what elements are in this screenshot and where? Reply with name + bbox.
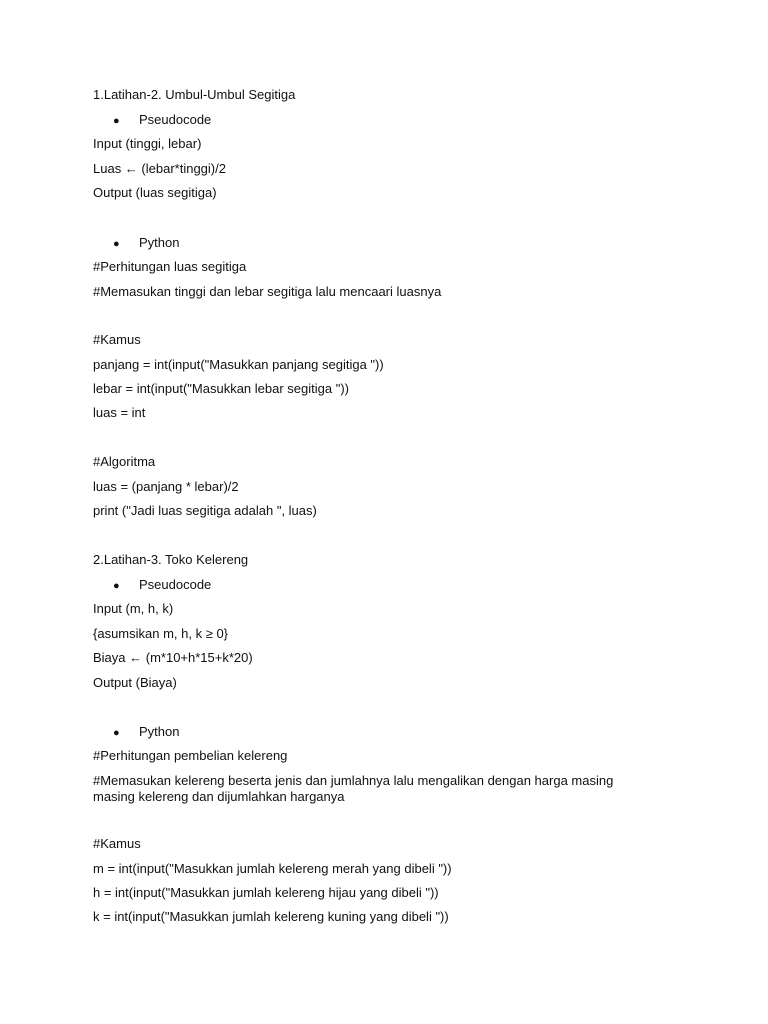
code-line: m = int(input("Masukkan jumlah kelereng merah yang dibeli "))	[93, 861, 452, 876]
kamus-heading: #Kamus	[93, 332, 141, 347]
section-2-title: 2.Latihan-3. Toko Kelereng	[93, 552, 249, 567]
code-line: h = int(input("Masukkan jumlah kelereng hijau yang dibeli "))	[93, 885, 439, 900]
bullet-pseudocode-2	[113, 577, 211, 594]
bullet-python-1	[113, 235, 179, 252]
pseudo-line: Input (m, h, k)	[93, 601, 174, 616]
algoritma-heading: #Algoritma	[93, 454, 156, 469]
pseudo-line: Luas ← (lebar*tinggi)/2	[93, 161, 226, 176]
bullet-label: Pseudocode	[139, 112, 212, 127]
pseudo-line: Output (Biaya)	[93, 675, 177, 690]
bullet-pseudocode-1	[113, 112, 211, 129]
bullet-dot-icon: ●	[113, 115, 120, 127]
code-comment: #Memasukan tinggi dan lebar segitiga lalu mencaari luasnya	[93, 284, 442, 299]
pseudo-line: {asumsikan m, h, k ≥ 0}	[93, 626, 229, 641]
code-line: luas = int	[93, 405, 146, 420]
pseudo-line: Biaya ← (m*10+h*15+k*20)	[93, 650, 253, 665]
code-line: panjang = int(input("Masukkan panjang segitiga "))	[93, 357, 384, 372]
section-1-title: 1.Latihan-2. Umbul-Umbul Segitiga	[93, 87, 296, 102]
bullet-python-2	[113, 724, 179, 741]
code-line: luas = (panjang * lebar)/2	[93, 479, 239, 494]
code-line: print ("Jadi luas segitiga adalah ", luas)	[93, 503, 317, 518]
code-line: lebar = int(input("Masukkan lebar segitiga "))	[93, 381, 349, 396]
kamus-heading: #Kamus	[93, 836, 141, 851]
bullet-dot-icon: ●	[113, 727, 120, 739]
bullet-label: Python	[139, 235, 180, 250]
bullet-dot-icon: ●	[113, 580, 120, 592]
pseudo-line: Output (luas segitiga)	[93, 185, 217, 200]
bullet-dot-icon: ●	[113, 238, 120, 250]
code-comment: #Perhitungan pembelian kelereng	[93, 748, 288, 763]
bullet-label: Pseudocode	[139, 577, 212, 592]
code-line: k = int(input("Masukkan jumlah kelereng kuning yang dibeli "))	[93, 909, 449, 924]
bullet-label: Python	[139, 724, 180, 739]
pseudo-line: Input (tinggi, lebar)	[93, 136, 202, 151]
code-comment: #Perhitungan luas segitiga	[93, 259, 247, 274]
code-comment: #Memasukan kelereng beserta jenis dan jumlahnya lalu mengalikan dengan harga masing masing kelereng dan dijumlahkan harganya	[93, 773, 614, 804]
